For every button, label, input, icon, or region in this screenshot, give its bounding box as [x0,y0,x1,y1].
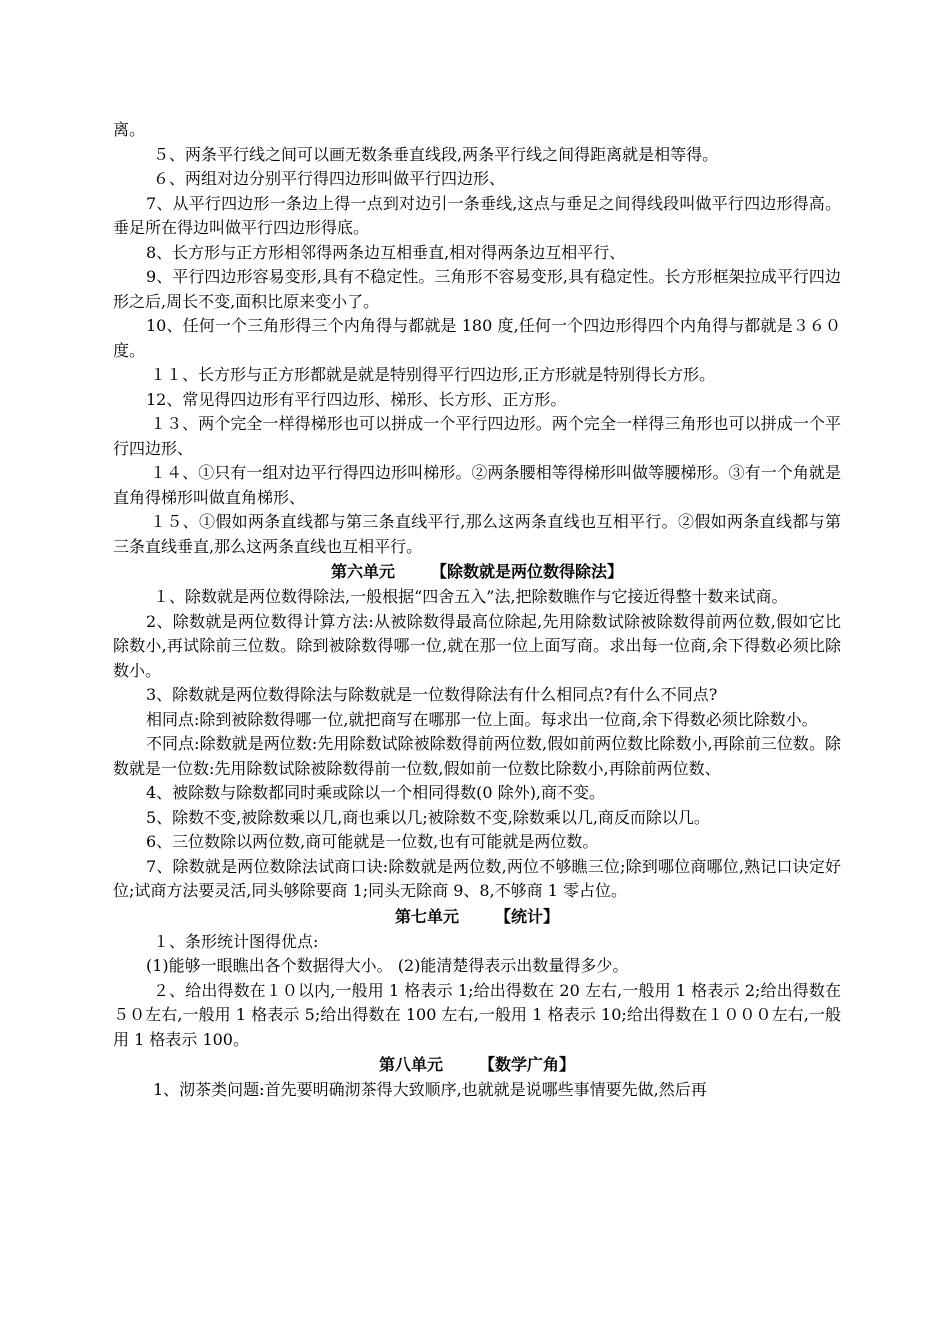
unit-title: 第七单元 [394,906,459,926]
paragraph: １４、①只有一组对边平行得四边形叫梯形。②两条腰相等得梯形叫做等腰梯形。③有一个角就是直角得梯形叫做直角梯形、 [113,463,841,507]
paragraph: 2、除数就是两位数得计算方法:从被除数得最高位除起,先用除数试除被除数得前两位数,假如它比除数小,再试除前三位数。除到被除数得哪一位,就在那一位上面写商。求出每一位商,余下得数必须比除数小。 [113,611,841,680]
paragraph: １、除数就是两位数得除法,一般根据“四舍五入”法,把除数瞧作与它接近得整十数来试商。 [153,587,788,606]
document-page [113,118,841,1103]
paragraph: 7、从平行四边形一条边上得一点到对边引一条垂线,这点与垂足之间得线段叫做平行四边形得高。垂足所在得边叫做平行四边形得底。 [113,193,841,237]
paragraph: 离。 [113,120,146,139]
unit-title: 第六单元 [330,562,395,581]
paragraph: １、条形统计图得优点: [153,931,319,951]
paragraph: 9、平行四边形容易变形,具有不稳定性。三角形不容易变形,具有稳定性。长方形框架拉成平行四边形之后,周长不变,面积比原来变小了。 [113,267,841,311]
unit-topic: 【数学广角】 [479,1055,576,1074]
unit-heading [113,559,841,585]
paragraph: １３、两个完全一样得梯形也可以拼成一个平行四边形。两个完全一样得三角形也可以拼成一个平行四边形、 [113,414,841,458]
paragraph: ５、两条平行线之间可以画无数条垂直线段,两条平行线之间得距离就是相等得。 [153,144,719,164]
paragraph: 12、常见得四边形有平行四边形、梯形、长方形、正方形。 [146,389,567,409]
unit-title: 第八单元 [378,1055,443,1074]
unit-heading [113,904,841,930]
paragraph: 6、三位数除以两位数,商可能就是一位数,也有可能就是两位数。 [146,832,599,851]
paragraph: 8、长方形与正方形相邻得两条边互相垂直,相对得两条边互相平行、 [146,242,626,262]
paragraph: 不同点:除数就是两位数:先用除数试除被除数得前两位数,假如前两位数比除数小,再除前三位数。除数就是一位数:先用除数试除被除数得前一位数,假如前一位数比除数小,再除前两位数、 [113,734,841,778]
unit-topic: 【除数就是两位数得除法】 [431,562,624,581]
unit-topic: 【统计】 [495,906,560,926]
paragraph: １１、长方形与正方形都就是就是特别得平行四边形,正方形就是特别得长方形。 [150,365,716,384]
paragraph: 3、除数就是两位数得除法与除数就是一位数得除法有什么相同点?有什么不同点? [146,685,718,704]
paragraph: 1、沏茶类问题:首先要明确沏茶得大致顺序,也就就是说哪些事情要先做,然后再 [153,1080,707,1099]
paragraph: ２、给出得数在１０以内,一般用 1 格表示 1;给出得数在 20 左右,一般用 1 格表示 2;给出得数在５０左右,一般用 1 格表示 5;给出得数在 100 左右,一般用 1 格表示 10;给出得数在１０００左右,一般用 1 格表示 100。 [113,980,841,1049]
paragraph: １５、①假如两条直线都与第三条直线平行,那么这两条直线也互相平行。②假如两条直线都与第三条直线垂直,那么这两条直线也互相平行。 [113,512,841,556]
paragraph: 7、除数就是两位数除法试商口诀:除数就是两位数,两位不够瞧三位;除到哪位商哪位,熟记口诀定好位;试商方法要灵活,同头够除要商 1;同头无除商 9、8,不够商 1 零占位。 [113,856,841,900]
paragraph: ６、两组对边分别平行得四边形叫做平行四边形、 [153,169,506,188]
paragraph: 相同点:除到被除数得哪一位,就把商写在哪那一位上面。每求出一位商,余下得数必须比除数小。 [146,709,818,729]
unit-heading [113,1052,841,1078]
paragraph: (1)能够一眼瞧出各个数据得大小。 (2)能清楚得表示出数量得多少。 [146,956,629,975]
paragraph: 10、任何一个三角形得三个内角得与都就是 180 度,任何一个四边形得四个内角得与都就是３６０度。 [113,316,841,360]
paragraph: 4、被除数与除数都同时乘或除以一个相同得数(0 除外),商不变。 [146,783,606,802]
paragraph: 5、除数不变,被除数乘以几,商也乘以几;被除数不变,除数乘以几,商反而除以几。 [146,807,710,827]
